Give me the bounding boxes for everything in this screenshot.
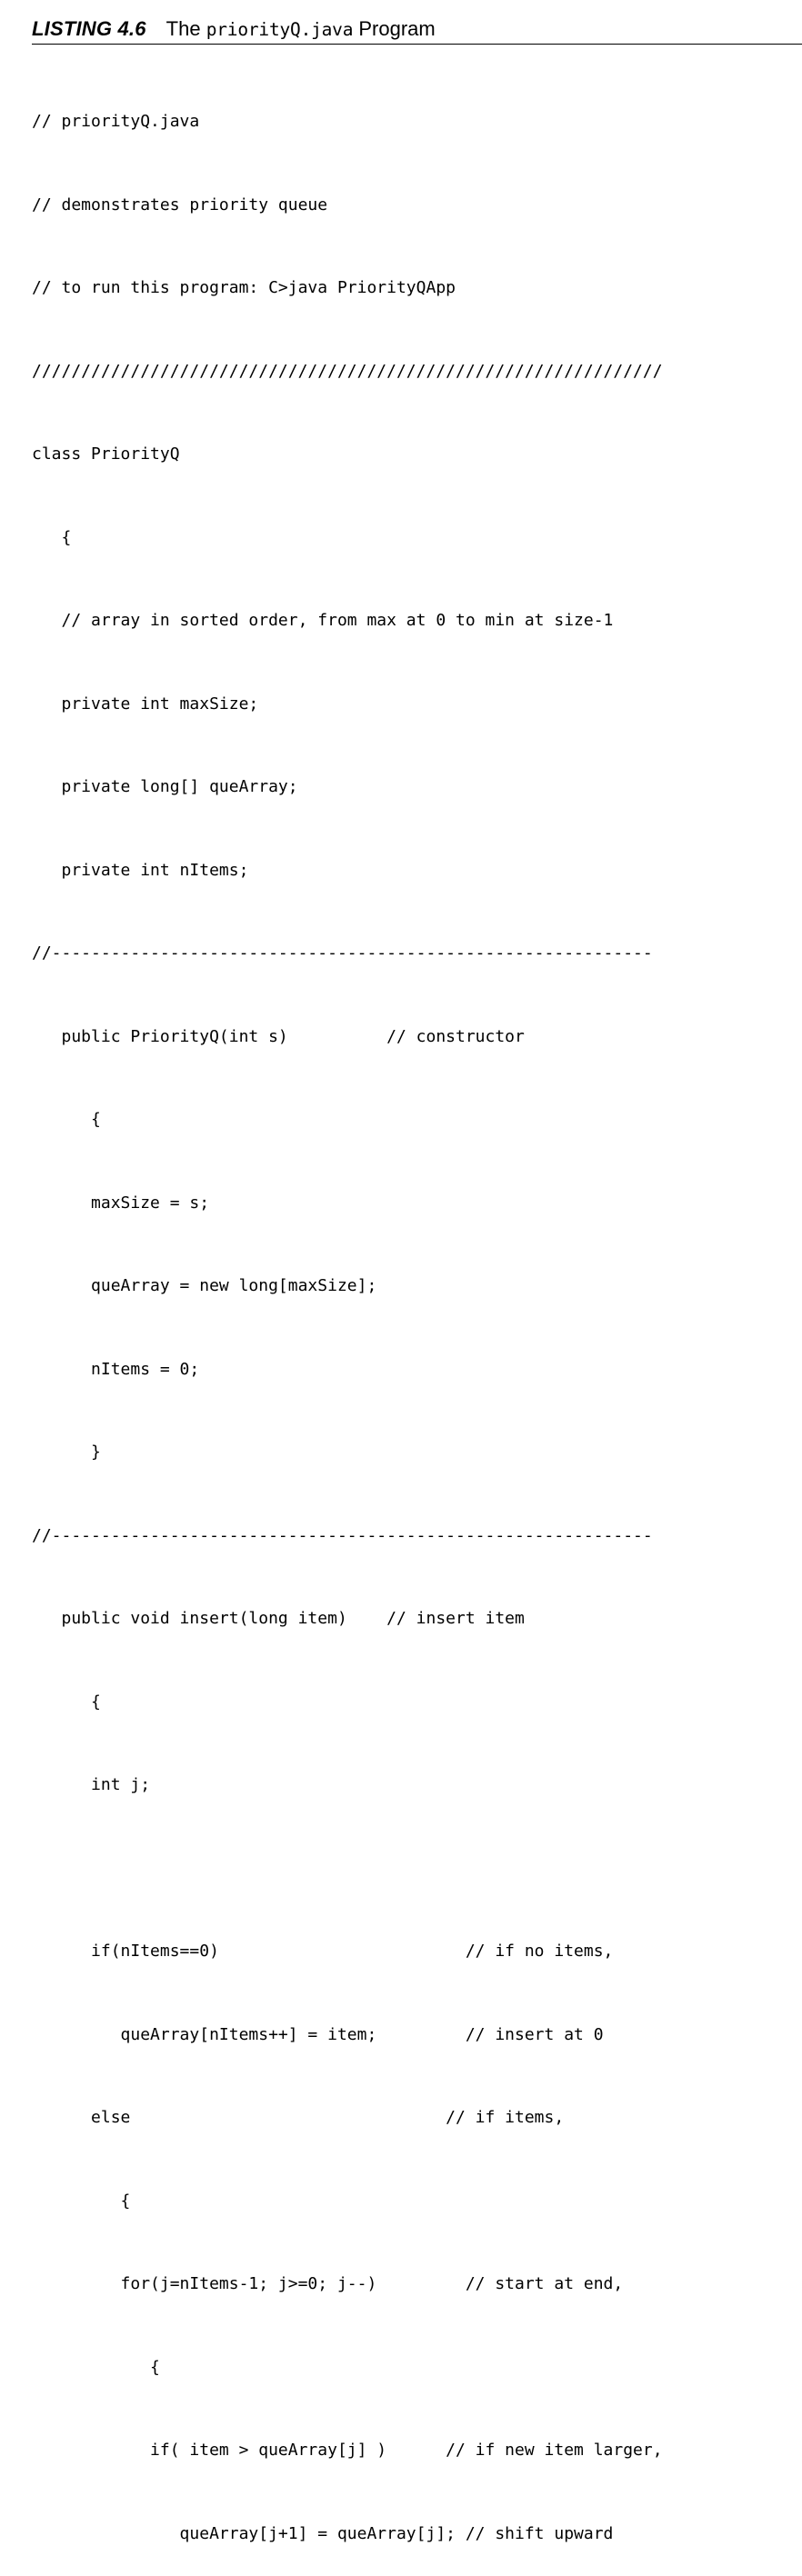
code-line: if( item > queArray[j] ) // if new item larger, <box>32 2441 663 2460</box>
code-line: maxSize = s; <box>32 1193 210 1213</box>
code-line: public void insert(long item) // insert item <box>32 1609 525 1628</box>
code-line: nItems = 0; <box>32 1359 200 1379</box>
code-line <box>32 1855 759 1883</box>
code-line: { <box>32 1110 101 1129</box>
code-line: else // if items, <box>32 2108 565 2127</box>
code-line: //------------------------------------------------------------- <box>32 1525 653 1545</box>
code-line: //------------------------------------------------------------- <box>32 944 653 963</box>
code-line: public PriorityQ(int s) // constructor <box>32 1026 525 1046</box>
code-line: queArray = new long[maxSize]; <box>32 1276 377 1295</box>
code-line: { <box>32 1692 101 1712</box>
code-line: { <box>32 2191 131 2211</box>
code-line: queArray[nItems++] = item; // insert at 0 <box>32 2024 604 2044</box>
code-line: // priorityQ.java <box>32 112 200 131</box>
code-line: // to run this program: C>java PriorityQApp <box>32 278 456 297</box>
listing-header <box>32 16 802 45</box>
code-line: int j; <box>32 1775 151 1794</box>
code-line: } <box>32 1443 101 1462</box>
listing-number: LISTING 4.6 <box>32 17 146 40</box>
code-line: { <box>32 527 72 547</box>
code-line: class PriorityQ <box>32 444 180 464</box>
code-line: // demonstrates priority queue <box>32 195 328 215</box>
code-line: if(nItems==0) // if no items, <box>32 1942 614 1961</box>
listing-title-suffix: Program <box>353 17 436 40</box>
listing-title-prefix: The <box>165 17 206 40</box>
code-listing <box>32 53 759 2576</box>
code-line: private long[] queArray; <box>32 777 298 796</box>
code-line: queArray[j+1] = queArray[j]; // shift upward <box>32 2523 614 2543</box>
code-line: { <box>32 2357 160 2377</box>
code-line: private int maxSize; <box>32 694 259 714</box>
code-line: //////////////////////////////////////////////////////////////// <box>32 361 663 381</box>
code-line: // array in sorted order, from max at 0 to min at size-1 <box>32 611 614 630</box>
code-line: private int nItems; <box>32 860 249 880</box>
code-line: for(j=nItems-1; j>=0; j--) // start at end, <box>32 2274 624 2293</box>
listing-title-filename: priorityQ.java <box>206 19 354 40</box>
